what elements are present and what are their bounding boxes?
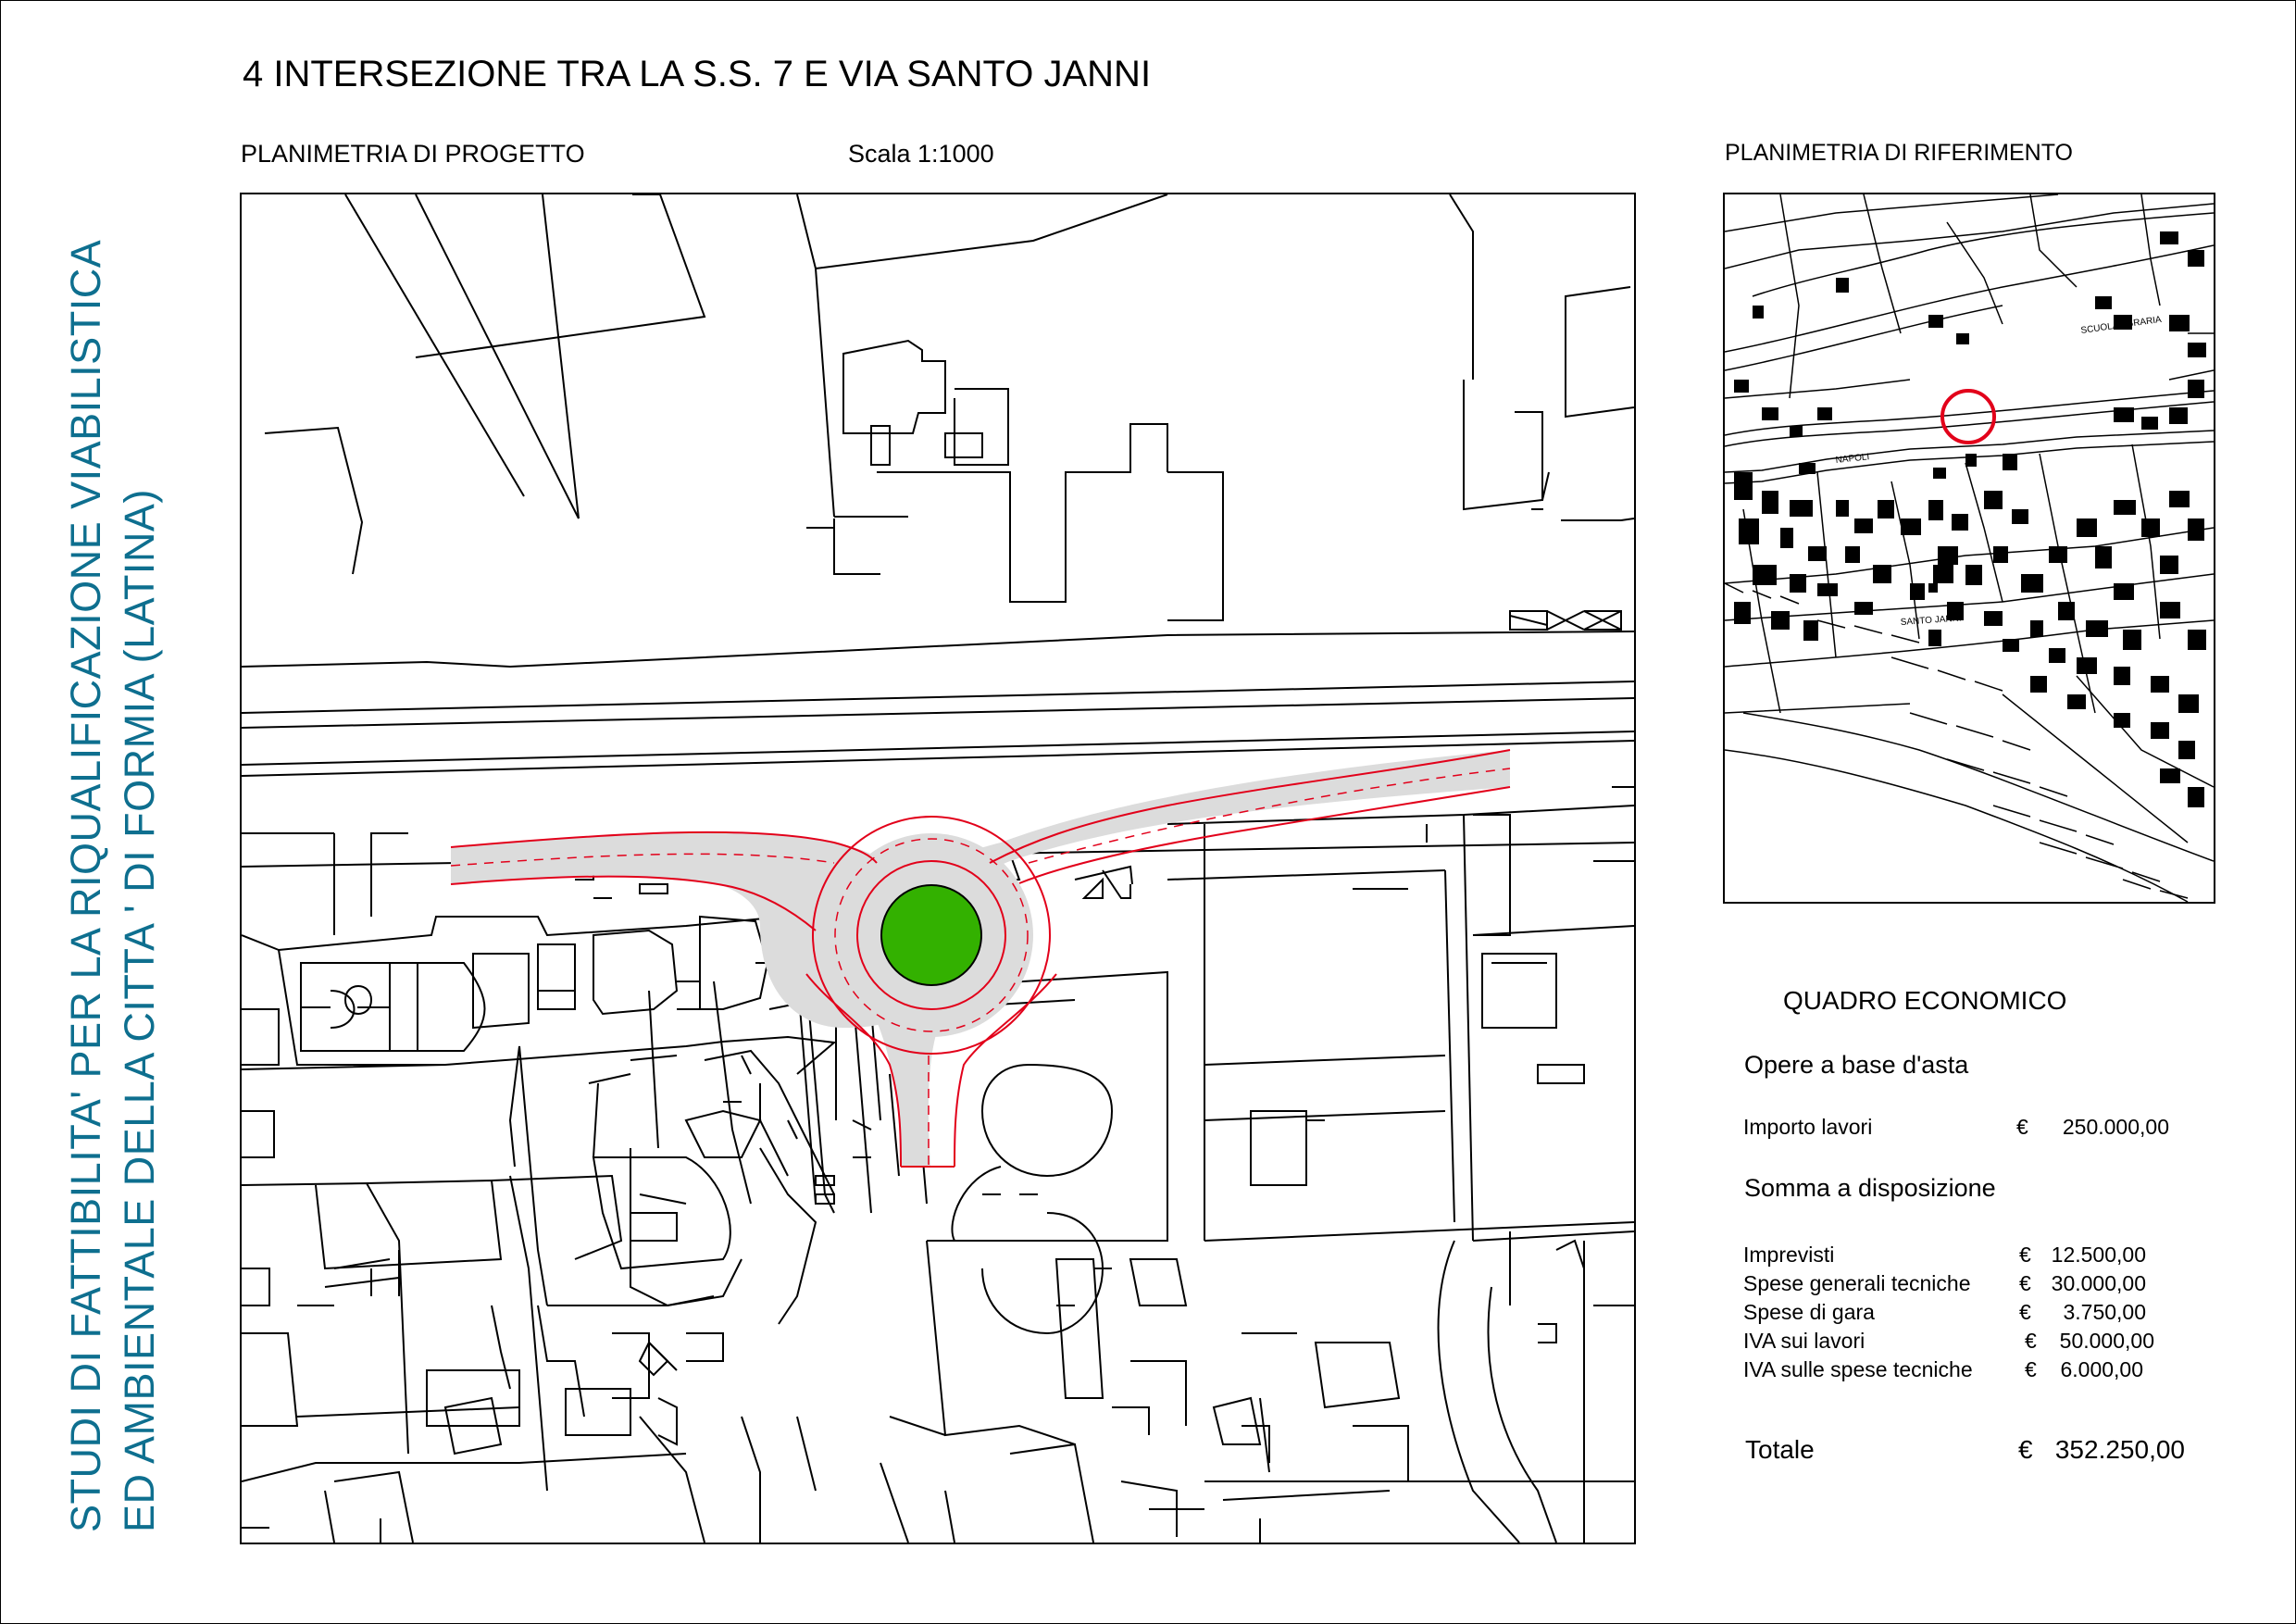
cost-currency: € xyxy=(2019,1300,2031,1324)
cost-label: Spese generali tecniche xyxy=(1743,1271,1971,1295)
importo-row xyxy=(1743,1115,2169,1143)
cost-label: Imprevisti xyxy=(1743,1243,1835,1267)
importo-amount: 250.000,00 xyxy=(2062,1115,2169,1139)
reference-label: PLANIMETRIA DI RIFERIMENTO xyxy=(1725,140,2073,166)
cost-currency: € xyxy=(2019,1271,2031,1295)
importo-currency: € xyxy=(2016,1115,2028,1139)
cost-currency: € xyxy=(2025,1357,2037,1381)
cost-currency: € xyxy=(2019,1243,2031,1267)
reference-map xyxy=(1723,193,2215,904)
cost-row-spese-generali xyxy=(1743,1269,2169,1298)
plan-label: PLANIMETRIA DI PROGETTO xyxy=(241,140,585,168)
totale-label: Totale xyxy=(1745,1435,1815,1464)
cost-items xyxy=(1743,1241,2169,1384)
sheet-title: 4 INTERSEZIONE TRA LA S.S. 7 E VIA SANTO JANNI xyxy=(243,54,1152,94)
location-marker xyxy=(1942,391,1994,443)
proposed-road xyxy=(451,750,1510,1167)
cost-row-iva-spese-tecniche xyxy=(1743,1355,2169,1384)
importo-label: Importo lavori xyxy=(1743,1115,1873,1139)
cost-amount: 30.000,00 xyxy=(2051,1271,2146,1295)
base-asta-heading: Opere a base d'asta xyxy=(1744,1051,1969,1079)
cost-row-imprevisti xyxy=(1743,1241,2169,1269)
map-label-scuola-agraria: SCUOLA AGRARIA xyxy=(2079,314,2163,336)
somma-heading: Somma a disposizione xyxy=(1744,1174,1996,1202)
reference-map-coast xyxy=(1725,583,2188,898)
cost-currency: € xyxy=(2025,1329,2037,1353)
study-title-vertical xyxy=(59,240,167,1532)
map-label-santo-janni: SANTO JANNI xyxy=(1900,613,1962,628)
study-title-line-2: ED AMBIENTALE DELLA CITTA ' DI FORMIA (LATINA) xyxy=(116,489,163,1532)
totale-amount: 352.250,00 xyxy=(2054,1435,2185,1464)
totale-row xyxy=(1745,1435,2185,1468)
cost-label: IVA sui lavori xyxy=(1743,1329,1866,1353)
plan-scale: Scala 1:1000 xyxy=(848,140,994,168)
cost-label: IVA sulle spese tecniche xyxy=(1743,1357,1973,1381)
cost-amount: 3.750,00 xyxy=(2063,1300,2146,1324)
cost-amount: 6.000,00 xyxy=(2060,1357,2143,1381)
cost-row-iva-lavori xyxy=(1743,1327,2169,1355)
roundabout-island xyxy=(881,885,981,985)
project-plan-drawing xyxy=(240,193,1636,1544)
cost-row-spese-gara xyxy=(1743,1298,2169,1327)
map-label-napoli: NAPOLI xyxy=(1835,452,1870,466)
cost-label: Spese di gara xyxy=(1743,1300,1875,1324)
cost-amount: 12.500,00 xyxy=(2051,1243,2146,1267)
study-title-line-1: STUDI DI FATTIBILITA' PER LA RIQUALIFICAZIONE VIABILISTICA xyxy=(62,239,109,1532)
reference-map-topography xyxy=(1725,194,2214,902)
cost-amount: 50.000,00 xyxy=(2059,1329,2154,1353)
quadro-title: QUADRO ECONOMICO xyxy=(1783,986,2067,1015)
totale-currency: € xyxy=(2018,1435,2033,1464)
